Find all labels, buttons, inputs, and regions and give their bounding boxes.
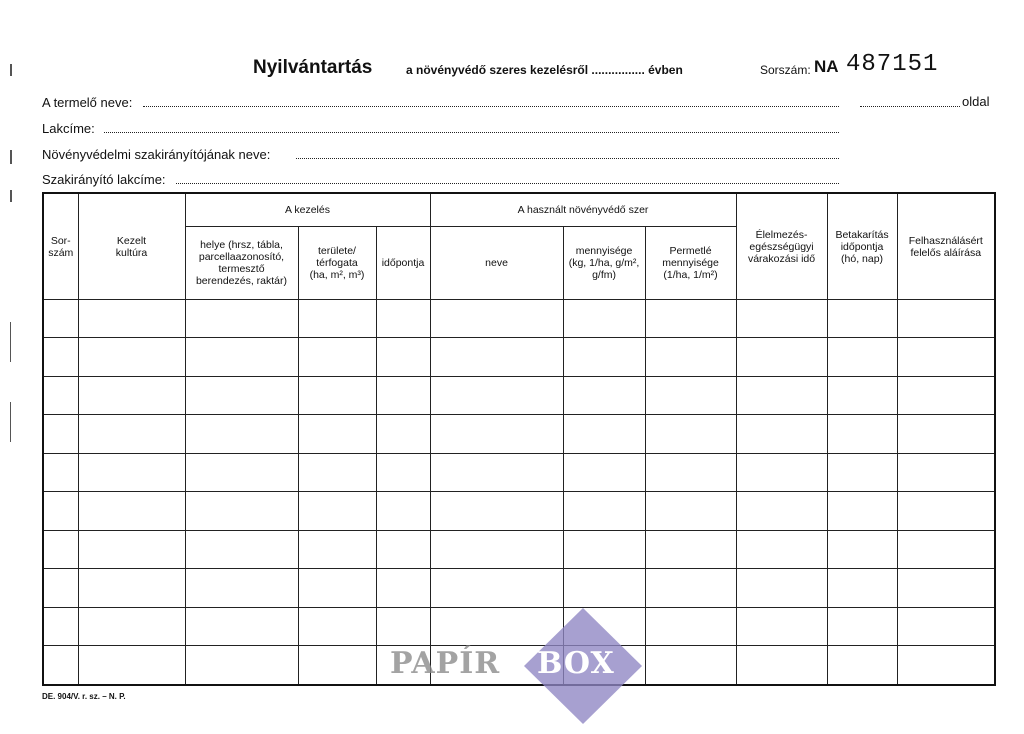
table-cell[interactable] — [185, 453, 298, 491]
table-cell[interactable] — [827, 530, 897, 568]
table-cell[interactable] — [298, 415, 376, 453]
table-cell[interactable] — [897, 300, 995, 338]
table-cell[interactable] — [185, 530, 298, 568]
table-cell[interactable] — [43, 646, 78, 685]
watermark-word-box: BOX — [537, 646, 615, 681]
table-row — [43, 492, 995, 530]
table-cell[interactable] — [563, 569, 645, 607]
table-cell[interactable] — [185, 646, 298, 685]
table-cell[interactable] — [78, 376, 185, 414]
table-cell[interactable] — [43, 607, 78, 645]
table-cell[interactable] — [298, 569, 376, 607]
table-cell[interactable] — [645, 492, 736, 530]
margin-mark — [10, 64, 12, 76]
table-cell[interactable] — [897, 415, 995, 453]
table-cell[interactable] — [897, 607, 995, 645]
table-cell[interactable] — [563, 415, 645, 453]
table-cell[interactable] — [897, 530, 995, 568]
table-cell[interactable] — [645, 300, 736, 338]
table-cell[interactable] — [736, 415, 827, 453]
table-cell[interactable] — [430, 569, 563, 607]
page-suffix: oldal — [962, 94, 990, 109]
table-cell[interactable] — [78, 453, 185, 491]
table-cell[interactable] — [78, 530, 185, 568]
margin-mark — [10, 322, 11, 362]
table-cell[interactable] — [563, 338, 645, 376]
margin-mark — [10, 190, 12, 202]
table-cell[interactable] — [298, 338, 376, 376]
margin-mark — [10, 150, 12, 164]
table-cell[interactable] — [736, 338, 827, 376]
table-row — [43, 415, 995, 453]
table-cell[interactable] — [897, 376, 995, 414]
table-cell[interactable] — [827, 300, 897, 338]
table-cell[interactable] — [430, 338, 563, 376]
table-row — [43, 338, 995, 376]
table-cell[interactable] — [827, 492, 897, 530]
table-cell[interactable] — [563, 530, 645, 568]
table-row — [43, 569, 995, 607]
page-number-field[interactable] — [860, 106, 960, 107]
col-time-header: időpontja — [376, 227, 430, 300]
table-cell[interactable] — [78, 338, 185, 376]
table-cell[interactable] — [298, 530, 376, 568]
table-cell[interactable] — [376, 530, 430, 568]
table-cell[interactable] — [827, 607, 897, 645]
table-cell[interactable] — [897, 338, 995, 376]
table-cell[interactable] — [563, 376, 645, 414]
table-cell[interactable] — [43, 569, 78, 607]
director-address-field[interactable] — [176, 183, 839, 184]
table-cell[interactable] — [43, 300, 78, 338]
table-cell[interactable] — [430, 530, 563, 568]
table-cell[interactable] — [185, 607, 298, 645]
table-cell[interactable] — [376, 376, 430, 414]
table-row — [43, 453, 995, 491]
table-cell[interactable] — [298, 300, 376, 338]
table-cell[interactable] — [376, 338, 430, 376]
table-cell[interactable] — [645, 569, 736, 607]
table-cell[interactable] — [827, 376, 897, 414]
table-cell[interactable] — [736, 453, 827, 491]
table-cell[interactable] — [430, 300, 563, 338]
table-cell[interactable] — [185, 415, 298, 453]
form-code: DE. 904/V. r. sz. – N. P. — [42, 692, 126, 701]
table-cell[interactable] — [43, 338, 78, 376]
table-cell[interactable] — [736, 492, 827, 530]
table-cell[interactable] — [645, 453, 736, 491]
table-cell[interactable] — [897, 453, 995, 491]
col-serial-header: Sor- szám — [43, 193, 78, 300]
col-quantity-header: mennyisége (kg, 1/ha, g/m², g/fm) — [563, 227, 645, 300]
table-cell[interactable] — [78, 646, 185, 685]
table-cell[interactable] — [645, 646, 736, 685]
watermark-word-papir: PAPÍR — [390, 646, 501, 681]
col-area-header: területe/ térfogata (ha, m², m³) — [298, 227, 376, 300]
col-harvest-header: Betakarítás időpontja (hó, nap) — [827, 193, 897, 300]
table-cell[interactable] — [185, 492, 298, 530]
table-row — [43, 376, 995, 414]
table-cell[interactable] — [376, 569, 430, 607]
table-cell[interactable] — [298, 492, 376, 530]
table-cell[interactable] — [563, 453, 645, 491]
table-cell[interactable] — [78, 569, 185, 607]
col-signature-header: Felhasználásért felelős aláírása — [897, 193, 995, 300]
serial-number: 487151 — [846, 51, 939, 78]
serial-label: Sorszám: — [760, 63, 811, 77]
table-cell[interactable] — [827, 338, 897, 376]
producer-name-label: A termelő neve: — [42, 95, 133, 110]
table-cell[interactable] — [376, 453, 430, 491]
group-product-header: A használt növényvédő szer — [430, 193, 736, 227]
table-cell[interactable] — [430, 415, 563, 453]
table-cell[interactable] — [78, 607, 185, 645]
table-cell[interactable] — [827, 453, 897, 491]
director-address-label: Szakirányító lakcíme: — [42, 172, 166, 187]
table-cell[interactable] — [78, 415, 185, 453]
document-subtitle: a növényvédő szeres kezelésről ................ évben — [406, 63, 683, 77]
col-spray-header: Permetlé mennyisége (1/ha, 1/m²) — [645, 227, 736, 300]
table-cell[interactable] — [645, 415, 736, 453]
papirbox-watermark-logo — [380, 606, 650, 730]
table-cell[interactable] — [43, 492, 78, 530]
address-field[interactable] — [104, 132, 839, 133]
table-cell[interactable] — [736, 607, 827, 645]
table-cell[interactable] — [645, 530, 736, 568]
table-cell[interactable] — [298, 646, 376, 685]
table-cell[interactable] — [563, 492, 645, 530]
serial-prefix: NA — [814, 57, 839, 76]
table-cell[interactable] — [430, 492, 563, 530]
address-label: Lakcíme: — [42, 121, 95, 136]
col-crop-header: Kezelt kultúra — [78, 193, 185, 300]
table-cell[interactable] — [43, 376, 78, 414]
director-name-field[interactable] — [296, 158, 839, 159]
table-cell[interactable] — [736, 300, 827, 338]
group-treatment-header: A kezelés — [185, 193, 430, 227]
table-cell[interactable] — [827, 415, 897, 453]
table-cell[interactable] — [43, 415, 78, 453]
table-row — [43, 530, 995, 568]
table-cell[interactable] — [376, 415, 430, 453]
table-cell[interactable] — [298, 607, 376, 645]
col-name-header: neve — [430, 227, 563, 300]
director-name-label: Növényvédelmi szakirányítójának neve: — [42, 147, 271, 162]
table-cell[interactable] — [736, 569, 827, 607]
table-cell[interactable] — [897, 569, 995, 607]
margin-mark — [10, 402, 11, 442]
table-cell[interactable] — [376, 492, 430, 530]
col-location-header: helye (hrsz, tábla, parcellaazonosító, termesztő berendezés, raktár) — [185, 227, 298, 300]
table-cell[interactable] — [897, 646, 995, 685]
table-cell[interactable] — [78, 300, 185, 338]
table-cell[interactable] — [736, 530, 827, 568]
table-cell[interactable] — [736, 376, 827, 414]
table-cell[interactable] — [43, 530, 78, 568]
table-row — [43, 300, 995, 338]
table-cell[interactable] — [376, 300, 430, 338]
table-cell[interactable] — [736, 646, 827, 685]
table-cell[interactable] — [185, 300, 298, 338]
table-cell[interactable] — [645, 607, 736, 645]
table-cell[interactable] — [78, 492, 185, 530]
table-cell[interactable] — [298, 453, 376, 491]
producer-name-field[interactable] — [143, 106, 839, 107]
table-cell[interactable] — [645, 376, 736, 414]
document-title: Nyilvántartás — [253, 57, 373, 78]
table-cell[interactable] — [563, 300, 645, 338]
table-cell[interactable] — [298, 376, 376, 414]
col-waiting-header: Élelmezés- egészségügyi várakozási idő — [736, 193, 827, 300]
table-cell[interactable] — [185, 376, 298, 414]
table-cell[interactable] — [185, 338, 298, 376]
table-cell[interactable] — [43, 453, 78, 491]
table-cell[interactable] — [185, 569, 298, 607]
table-cell[interactable] — [430, 376, 563, 414]
table-cell[interactable] — [645, 338, 736, 376]
table-cell[interactable] — [430, 453, 563, 491]
table-cell[interactable] — [827, 646, 897, 685]
table-cell[interactable] — [897, 492, 995, 530]
table-cell[interactable] — [827, 569, 897, 607]
